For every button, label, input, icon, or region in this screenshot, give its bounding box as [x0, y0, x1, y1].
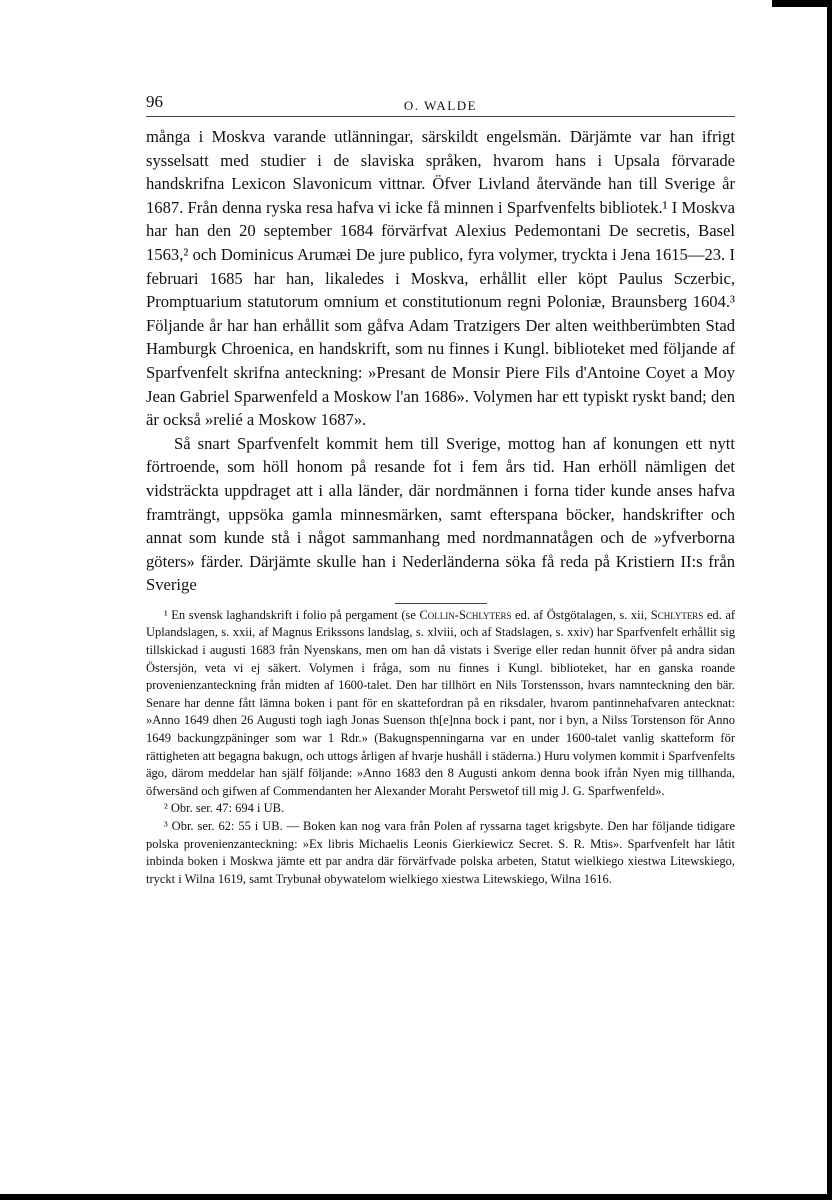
footnote-1-smallcaps-2: Schlyters: [650, 607, 704, 622]
footnote-1-part-c: ed. af Uplandslagen, s. xxii, af Magnus Erikssons landslag, s. xlviii, och af Stadslagen, s. xxiv) har Sparfvenfelt erhållit sig tillskickad i augusti 1683 från Nyenskans, men om han då vistats i Sverige eller redan hunnit öfver på andra sidan Östersjön, veta vi ej säkert. Volymen i fråga, som nu finnes i Kungl. biblioteket, har en ganska roande provenienzanteckning från midten af 1600-talet. Den har tillhört en Nils Torstensson, hvars namnteckning den bär. Senare har denne fått lämna boken i pant för en skattefordran på en riksdaler, hvarom pantinnehafvaren antecknat: »Anno 1649 dhen 26 Augusti togh iagh Jonas Suenson th[e]nna bock i pant, nor i byn, a Nilss Torstenson för Anno 1649 backungzpäninger som war 1 Rdr.» (Bakugnspenningarna var en under 1600-talet vanlig skatteform för rättigheten att begagna bakugn, och uttogs årligen af hvarje hushåll i städerna.) Huru volymen kommit i Sparfvenfelts ägo, därom meddelar han själf följande: »Anno 1683 den 8 Augusti ankom denna book ifrån Nyen mig tillhanda, öfwersänd och gifwen af Commendanten her Alexander Moraht Perswetof till mig J. G. Sparfwenfeld».: [146, 607, 736, 798]
page-number: 96: [146, 92, 163, 111]
footnote-1-smallcaps-1: Collin-Schlyters: [419, 607, 512, 622]
body-text: [146, 125, 735, 597]
scan-edge-top: [772, 0, 832, 7]
paragraph-1: många i Moskva varande utlänningar, särskildt engelsmän. Därjämte var han ifrigt sysselsatt med studier i de slaviska språken, hvarom hans i Upsala förvarade handskrifna Lexicon Slavonicum vittnar. Öfver Livland återvände han till Sverige år 1687. Från denna ryska resa hafva vi icke få minnen i Sparfvenfelts bibliotek.¹ I Moskva har han den 20 september 1684 förvärfvat Alexius Pedemontani De secretis, Basel 1563,² och Dominicus Arumæi De jure publico, fyra volymer, tryckta i Jena 1615—23. I februari 1685 har han, likaledes i Moskva, erhållit eller köpt Paulus Sczerbic, Promptuarium statutorum omnium et constitutionum regni Poloniæ, Braunsberg 1604.³ Följande år har han erhållit som gåfva Adam Tratzigers Der alten weithberümbten Stad Hamburgk Chroenica, en handskrift, som nu finnes i Kungl. biblioteket med följande af Sparfvenfelt skrifna anteckning: »Presant de Monsir Piere Fils d'Antoine Coyet a Moy Jean Gabriel Sparwenfeld a Moskow l'an 1686». Volymen har ett typiskt ryskt band; den är också »relié a Moskow 1687».: [146, 127, 735, 430]
book-page: [146, 92, 735, 888]
footnote-2: ² Obr. ser. 47: 694 i UB.: [164, 801, 285, 816]
running-head: O. WALDE: [403, 98, 478, 113]
paragraph-2: Så snart Sparfvenfelt kommit hem till Sverige, mottog han af konungen ett nytt förtroende, som höll honom på resande fot i fem års tid. Han erhöll nämligen det vidsträckta uppdraget att i alla länder, där nordmännen i forna tider kunde anses hafva framträngt, uppsöka gamla minnesmärken, samt efterspana böcker, handskrifter och annat som kunde stå i något sammanhang med nordmannatågen och de »yfverborna göters» färder. Därjämte skulle han i Nederländerna söka få reda på Kristiern II:s från Sverige: [146, 433, 735, 595]
footnote-1-part-b: ed. af Östgötalagen, s. xii,: [515, 607, 648, 622]
page-header: [146, 92, 735, 117]
footnote-1-part-a: En svensk laghandskrift i folio på pergament (se: [171, 607, 416, 622]
footnote-1-marker: ¹: [164, 607, 168, 622]
footnote-1: [146, 607, 735, 801]
scan-edge-right: [827, 0, 832, 1200]
footnotes: [146, 607, 735, 889]
footnote-3: ³ Obr. ser. 62: 55 i UB. — Boken kan nog vara från Polen af ryssarna taget krigsbyte. Den har följande tidigare polska provenienzanteckning: »Ex libris Michaelis Leonis Gierkiewicz Secret. S. R. Mtis». Sparfvenfelt har låtit inbinda boken i Moskwa jämte ett par andra där förvärfvade polska arbeten, Statut wielkiego xiestwa Litewskiego, tryckt i Wilna 1619, samt Trybunał obywatelom wielkiego xiestwa Litewskiego, Wilna 1616.: [146, 819, 735, 886]
footnote-rule: [395, 603, 487, 604]
scan-edge-bottom: [0, 1194, 832, 1200]
